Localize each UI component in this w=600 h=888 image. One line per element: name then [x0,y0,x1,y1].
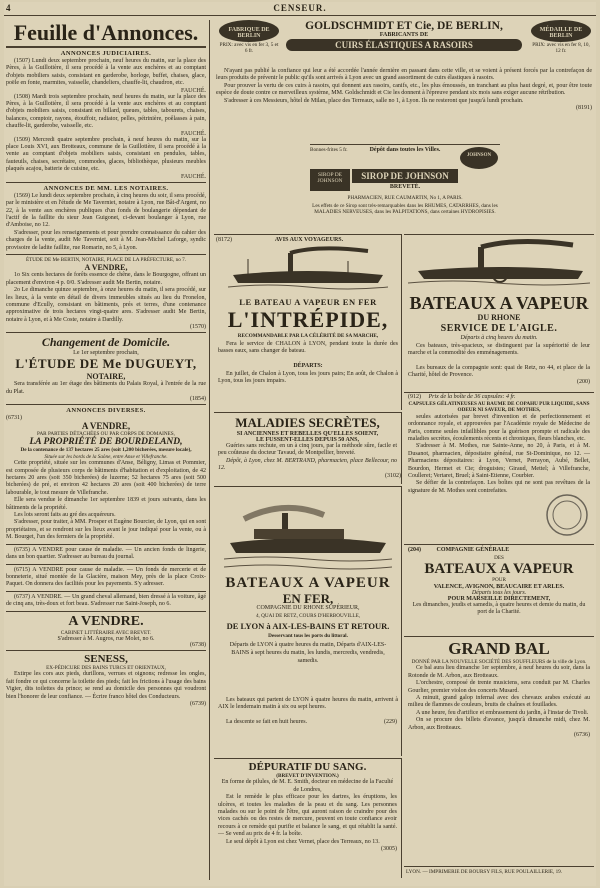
etude-dugueyt: L'ÉTUDE DE Me DUGUEYT, [15,356,197,372]
sirop-pharm: PHARMACIEN, RUE CAUMARTIN, No 1, A PARIS. [347,195,463,201]
bal-p5: On se procure des billets d'avance, jusqu'à dimanche midi, chez M. Arbon, aux Brotteaux. [408,717,590,731]
section-head-notaires: ANNONCES DE MM. LES NOTAIRES. [43,184,169,192]
page-header [4,2,596,16]
fabrique-logo: FABRIQUE DE BERLIN [219,20,279,42]
domicile-text: Sera transférée au 1er étage des bâtiments du Palais Royal, à l'entrée de la rue du Plat. [6,381,206,395]
maladies-title: MALADIES SECRÈTES, [235,415,380,430]
steamboat-illustration [224,489,392,575]
divider [6,182,206,183]
seness-text: Extirpe les cors aux pieds, durillons, verrues et oignons; redresse les ongles, fait fondre ce qui concerne la toilette des pieds; fait les frictions à l'usage des bains Vigier, dits toilettes du prince; se rend au domicile des personnes qui voudront bien l'honorer de leur confiance. — Écrire franco hôtel des Conducteurs. [6,671,206,700]
bourdeland-contact: S'adresser, pour traiter, à MM. Prosper et Eugène Bourcier, de Lyon, qui en sont propriétaires, et se rendront sur les lieux avant le jour indiqué pour la vente, ou à M. Bourget, l'un des fermiers de la propriété. [6,519,206,541]
bourdeland-lots: Les lots seront faits au gré des acquéreurs. [14,512,116,519]
left-prix: PRIX: avec vis en fer 3, 5 et 6 fr. [219,42,279,55]
ad-ref: (1854) [190,396,206,402]
section-head-judiciaires: ANNONCES JUDICIAIRES. [60,50,152,57]
ad-ref: (204) [408,547,421,553]
cabinet-litteraire: CABINET LITTÉRAIRE AVEC BREVET. [60,629,152,636]
ad-ref: (6739) [190,700,206,707]
aigle-departs: Départs à cinq heures du matin. [460,335,538,341]
ad-6737: (6737) A VENDRE. — Un grand cheval allemand, bien dressé à la voiture, âgé de cinq ans, très-doux et fort beau. S'adresser rue Saint-Joseph, no 6. [6,593,206,608]
depuratif-p3: Le seul dépôt à Lyon est chez Vernet, place des Terreaux, no 13. [226,838,380,845]
domicile-sub: Le 1er septembre prochain, [73,350,139,357]
ad-6715: (6715) A VENDRE pour cause de maladie. — Un fonds de mercerie et de bonneterie, situé montée de la Glacière, maison Mey, près de la place Croix-Paquet. On donnera des facilités pour les payements. S'y adresser. [6,566,206,588]
ad-ref: (6731) [6,415,22,421]
maladies-ad [214,412,402,484]
rhone-descente: La descente se fait en huit heures. [226,719,308,725]
divider [6,332,206,333]
bourdeland-title: LA PROPRIÉTÉ DE BOURDELAND, [29,437,183,448]
a-vendre: A VENDRE, [81,421,131,431]
bourdeland-size: De la contenance de 137 hectares 25 ares (soit 1,200 bicherées, mesure locale), [20,447,192,454]
ad-forets: 1o Six cents hectares de forêts essence de chêne, dans le Bourgogne, offrant un placement d'environ 4 p. 0/0. S'adresser audit Me Bertin, notaire. [6,272,206,286]
ad-sig: FAUCHÉ. [180,130,206,137]
divider [6,544,206,545]
capsules-warning: Se défier de la contrefaçon. Les boîtes qui ne sont pas revêtues de la signature de M. Mothes sont contrefaites. [408,480,590,494]
right-column [214,20,594,880]
rhone-en-fer: EN FER, [282,591,334,606]
rhone-addr: 4, QUAI DE RETZ, COURS D'HERBOUVILLE, [255,613,361,619]
seness-title: SENESS, [84,652,128,665]
depuratif-p2: Est le remède le plus efficace pour les dartres, les éruptions, les ulcères, et toutes les maladies de la peau et du sang. Les personnes malades ou sur le point de l'être, qui auront raison de craindre pour des vices cachés ou des restes de mercure, peuvent en toute confiance avoir recours à ce remède qui purifie et balance le sang, et qui rétablit la santé. — Se vend au prix de 4 fr. la boîte. [218,794,397,838]
maladies-depot: Dépôt, à Lyon, chez M. BERTRAND, pharmacien, place Bellecour, no 12. [218,457,397,472]
rhone-desservant: Desservant tous les ports du littoral. [268,633,348,639]
compagnie-route: VALENCE, AVIGNON, BEAUCAIRE ET ARLES. [433,583,565,590]
avis-voyageurs: AVIS AUX VOYAGEURS. [274,237,344,243]
divider [6,650,206,651]
depuratif-p1: En forme de pilules, de M. E. Smith, docteur en médecine de la Faculté de Londres, [221,779,394,793]
masthead: CENSEUR. [273,3,327,13]
sirop-left: Bonnes-frites 5 fr. [310,147,348,153]
a-vendre-cabinet: A VENDRE. [68,613,144,629]
ad-ref: (3102) [385,472,401,479]
section-head-diverses: ANNONCES DIVERSES. [66,407,146,414]
ad-ref: (8172) [216,237,232,243]
ad-1507: (1507) Lundi deux septembre prochain, neuf heures du matin, sur la place des Pères, à la Guillotière, il sera procédé à la vente aux enchères et au comptant d'objets mobiliers saisis, consistant en garderobe, horloge, buffet, chaises, glace, poële en fonte, marmites, vaisselle, chandeliers, chauffe-lit, chaudron, etc. [6,58,206,87]
goldschmidt-sub: FABRICANTS DE [379,32,429,38]
left-column [6,20,210,880]
ad-ref: (6736) [574,732,590,739]
compagnie-pour: POUR [492,577,506,584]
sirop-ad [310,144,500,232]
sirop-brand: SIROP DE JOHNSON [352,169,458,183]
divider [6,591,206,592]
depuratif-title: DÉPURATIF DU SANG. [248,761,367,773]
divider [6,611,206,612]
cabinet-addr: S'adresser à M. Augros, rue Molet, no 6. [57,635,155,642]
aigle-service: SERVICE DE L'AIGLE. [440,323,558,334]
goldschmidt-p3: S'adresser à ces Messieurs, hôtel de Milan, place des Terreaux, salle no 1, à Lyon. Ils ne resteront que jusqu'à lundi prochain. [224,97,524,104]
bourdeland-date: Elle sera vendue le dimanche 1er septembre 1839 et jours suivants, dans les bâtiments de la propriété. [6,497,206,511]
ad-sig: FAUCHÉ. [180,173,206,180]
maladies-sub2: LE FUSSENT-ELLES DEPUIS 50 ANS, [256,437,359,443]
aigle-desc: Ces bateaux, très-spacieux, se distinguent par la supériorité de leur marche et la commodité des emménagements. [408,343,590,357]
ad-ref: (912) [408,394,421,400]
intrepide-departs: DÉPARTS: [293,363,323,369]
page-number: 4 [6,3,11,13]
page-title: Feuille d'Annonces. [6,20,206,48]
rhone-superieur-ad [214,486,402,756]
sirop-breve: BREVETÉ. [389,184,421,190]
aigle-bureaux: Les bureaux de la compagnie sont: quai de Retz, no 44, et place de la Charité, hôtel de Provence. [408,365,590,379]
rhone-departs: Départs de LYON à quatre heures du matin, Départs d'AIX-LES-BAINS à sept heures du matin, les lundis, mercredis, vendredis, samedis. [229,642,387,664]
goldschmidt-p2: Pour prouver la vertu de ces cuirs à rasoirs, qui donnent aux rasoirs, canifs, etc., les plus émoussés, un tranchant au plus haut degré, et, pour être toute espèce de doute contre ce merveilleux système, MM. Goldschmidt et Cie les donnent à l'épreuve pendant six mois sans exiger aucune rétribution. [216,82,592,97]
ad-ref: (200) [577,379,590,385]
steamboat-illustration [408,237,590,293]
capsules-ad [404,392,594,542]
aigle-sub: DU RHONE [477,313,521,322]
bourdeland-loc: Située sur les bords de la Saône, entre Anse et Villefranche. [44,453,168,460]
capsules-depots: S'adresser à M. Mothes, rue Sainte-Anne, no 20, à Paris, et à M. Dusanot, pharmacien, dépositaire général, rue St-Dominique, no 12. — Pharmaciens dépositaires: à Lyon, Vernet, Perrayon, Aubé, Bellet, Bourdon, Hermet et Cie; droguistes; Giraud, Mettel; à Villefranche, Coulleret; Vertaret, Bruel; à Saint-Etienne, Courbier. [408,443,590,480]
rhone-arrivee: Les bateaux qui partent de LYON à quatre heures du matin, arrivent à AIX le lendemain matin à six ou sept heures. [218,697,398,711]
bal-sub: DONNÉ PAR LA NOUVELLE SOCIÉTÉ DES SOUFFLEURS de la ville de Lyon. [411,659,587,665]
compagnie-head: COMPAGNIE GÉNÉRALE [436,547,510,553]
ad-ref: (229) [384,719,397,725]
right-prix: PRIX: avec vis en fer 8, 10, 12 fr. [532,42,590,55]
sirop-desc: Les effets de ce Sirop sont très-remarquables dans les RHUMES, CATARRHES, dans les MALADIES NERVEUSES, dans les PALPITATIONS, dans certaines HYDROPISIES. [312,203,498,216]
ad-ref: (6738) [190,641,206,648]
divider [6,404,206,405]
compagnie-generale-ad [404,544,594,634]
medaille-logo: MÉDAILLE DE BERLIN [531,20,591,42]
sirop-depot: Dépôt dans toutes les Villes. [369,147,441,153]
bal-title: GRAND BAL [448,639,550,658]
grand-bal-ad [404,636,594,836]
ad-1569-contact: S'adresser, pour les renseignements et pour prendre connaissance du cahier des charges de la vente, audit Me Taverniet, soit à M. Jean-Michel Laforge, syndic provisoire de ladite faillite, rue Romarin, no 5, à Lyon. [6,229,206,251]
compagnie-des: DES [494,555,504,561]
aigle-title: BATEAUX A VAPEUR [409,293,589,313]
goldschmidt-product: CUIRS ÉLASTIQUES A RASOIRS [286,39,522,51]
etude-bertin: ÉTUDE DE Me BERTIN, NOTAIRE, PLACE DE LA PRÉFECTURE, no 7. [25,256,187,263]
ad-ref: (1570) [190,324,206,331]
maladies-text: Guéries sans rechute, en un à cinq jours, par la méthode sûre, facile et peu coûteuse du docteur Tavaud, de Montpellier, breveté. [218,443,397,457]
rhone-title: BATEAUX A VAPEUR [225,575,391,591]
steamboat-illustration [228,245,388,295]
ad-ref: (8191) [576,105,592,112]
sirop-badge: SIROP DE JOHNSON [310,169,350,191]
capsules-title: CAPSULES GÉLATINEUSES AU BAUME DE COPAHU PUR LIQUIDE, SANS ODEUR NI SAVEUR, DE MOTHES, [408,401,590,414]
intrepide-service: Fera le service de CHALON à LYON, pendant toute la durée des basses eaux, sans changer de bateau. [218,341,398,355]
goldschmidt-ad [214,20,594,142]
ad-1508: (1508) Mardi trois septembre prochain, neuf heures du matin, sur la place des Pères, à la Guillotière, il sera procédé à la vente aux enchères et au comptant d'objets mobiliers saisis, consistant en billard, queues, tables, tabourets, chaises, balances, comptoir, rayons, étouffoir, radiator, pelles, pétrinière, poêlasses à pain, chauffe-lit, garderobe, vaisselle, etc. [6,93,206,130]
divider [6,254,206,255]
bourdeland-desc: Cette propriété, située sur les communes d'Anse, Béligny, Limas et Pommier, est composée de plusieurs corps de bâtiments d'habitation et d'exploitation, de 42 hectares 20 ares (soit 350 bicherées) de luzerne; 52 hectares 75 ares (soit 500 bicherées) de pré, et environ 42 hectares 20 ares (soit 400 bicherées) de terre labourable, le tout mesure de Villefranche. [6,460,206,496]
capsules-prix-line [404,393,594,401]
compagnie-direct: POUR MARSEILLE DIRECTEMENT, [447,595,551,602]
domicile-head: Changement de Domicile. [41,335,171,350]
notaire-label: NOTAIRE, [86,372,126,382]
divider [6,564,206,565]
ad-1509: (1509) Mercredi quatre septembre prochain, à neuf heures du matin, sur la place Louis XVI, aux Brotteaux, commune de la Guillotière, il sera procédé à la vente au comptant d'objets mobiliers saisis, consistant en pendules, tables, fauteuils, chaises, secrétaire, commodes, glaces, bibliothèque, plusieurs meubles plaqués acajou, batterie de cuisine, etc. [6,136,206,173]
goldschmidt-title: GOLDSCHMIDT ET Cie, DE BERLIN, [305,20,503,32]
aigle-ad [404,234,594,390]
ad-6735: (6735) A VENDRE pour cause de maladie. — Un ancien fonds de lingerie, dans un bon quartier. S'adresser au bureau du journal. [6,546,206,561]
sirop-seal: JOHNSON [460,147,498,169]
signature-stamp [544,492,590,538]
ad-sig: FAUCHÉ. [180,87,206,94]
bal-p4: A une heure, feu d'artifice et embrasement du jardin, à l'instar de Tivoli. [416,709,589,716]
bal-p2: L'orchestre, composé de trente musiciens, sera conduit par M. Charles Gourlier, premier violon des concerts Musard. [408,680,590,694]
intrepide-name: L'INTRÉPIDE, [227,307,389,332]
rhone-route: DE LYON à AIX-LES-BAINS ET RETOUR. [226,621,390,631]
a-vendre: A VENDRE, [84,263,128,273]
intrepide-schedule: En juillet, de Chalon à Lyon, tous les jours pairs; En août, de Chalon à Lyon, tous les jours impairs. [218,371,398,385]
intrepide-ad [214,234,402,410]
capsules-text: seules autorisées par brevet d'invention et de perfectionnement et ordonnance royale, et approuvées par l'Académie royale de Médecine de Paris, comme seules infaillibles pour la guérison prompte et radicale des maladies secrètes, écoulements récents et chroniques, fleurs blanches, etc. [408,413,590,443]
compagnie-dep: Départs tous les jours. [471,589,527,596]
imprimerie-footer: LYON. — IMPRIMERIE DE BOURSY FILS, RUE POULAILLERIE, 19. [404,866,594,878]
compagnie-text: Les dimanches, jeudis et samedis, à quatre heures et demie du matin, du port de la Charité. [412,601,586,616]
intrepide-rec: RECOMMANDABLE PAR LA CÉLÉRITÉ DE SA MARCHE, [237,333,379,339]
depuratif-ad [214,758,402,878]
maladies-sub1: SI ANCIENNES ET REBELLES QU'ELLES SOIENT, [236,431,379,437]
capsules-prix: Prix de la boîte de 36 capsules: 4 fr. [428,394,516,400]
bal-p1: Ce bal aura lieu dimanche 1er septembre, à neuf heures du soir, dans la Rotonde de M. Arbon, aux Brotteaux. [408,665,590,679]
seness-sub: EX-PÉDICURE DES BAINS TURCS ET ORIENTAUX, [46,664,166,671]
intrepide-headline: LE BATEAU A VAPEUR EN FER [239,297,377,307]
goldschmidt-p1: N'ayant pas publié la confiance qui leur a été accordée l'année dernière en passant dans cette ville, et se voient à présent forcés par la contrefaçon de leurs produits de prévenir le public qu'ils sont arrivés à Lyon avec un grand assortiment de cuirs élastiques à rasoirs. [216,68,592,82]
bourdeland-sub: PAR PARTIES DÉTACHÉES OU PAR CORPS DE DOMAINES, [37,431,175,437]
ad-1569: (1569) Le lundi deux septembre prochain, à cinq heures du soir, il sera procédé, par le ministère et en l'étude de Me Taverniet, notaire à Lyon, rue Bât-d'Argent, no 22, à la vente aux enchères publiques d'un fonds de boulangerie dépendant de l'actif de la faillite du sieur Jean Guigonet, ci-devant boulanger à Lyon, rue d'Amboise, no 12. [6,192,206,229]
ad-ref: (3005) [381,846,397,853]
ad-ecully: 2o Le dimanche quinze septembre, à onze heures du matin, il sera procédé, sur les lieux, à la vente en détail de divers immeubles situés au lieu du Fronelon, commune d'Ecully, consistant en bâtiments, prés et terres, d'une contenance approximative de trois hectares vingt-quatre ares. S'adresser audit Me Bertin, notaire à Lyon, et à Me Coste, notaire à Dardilly. [6,287,206,323]
rhone-compagnie: COMPAGNIE DU RHONE SUPÉRIEUR, [256,605,360,611]
depuratif-sub: (BREVET D'INVENTION.) [276,773,339,779]
newspaper-page [4,2,596,886]
bal-p3: A minuit, grand galop infernal avec des chevaux arabes exécuté au milieu de flammes de couleurs, bruits de chaînes et fouillades. [408,695,590,709]
compagnie-title: BATEAUX A VAPEUR [424,561,574,578]
